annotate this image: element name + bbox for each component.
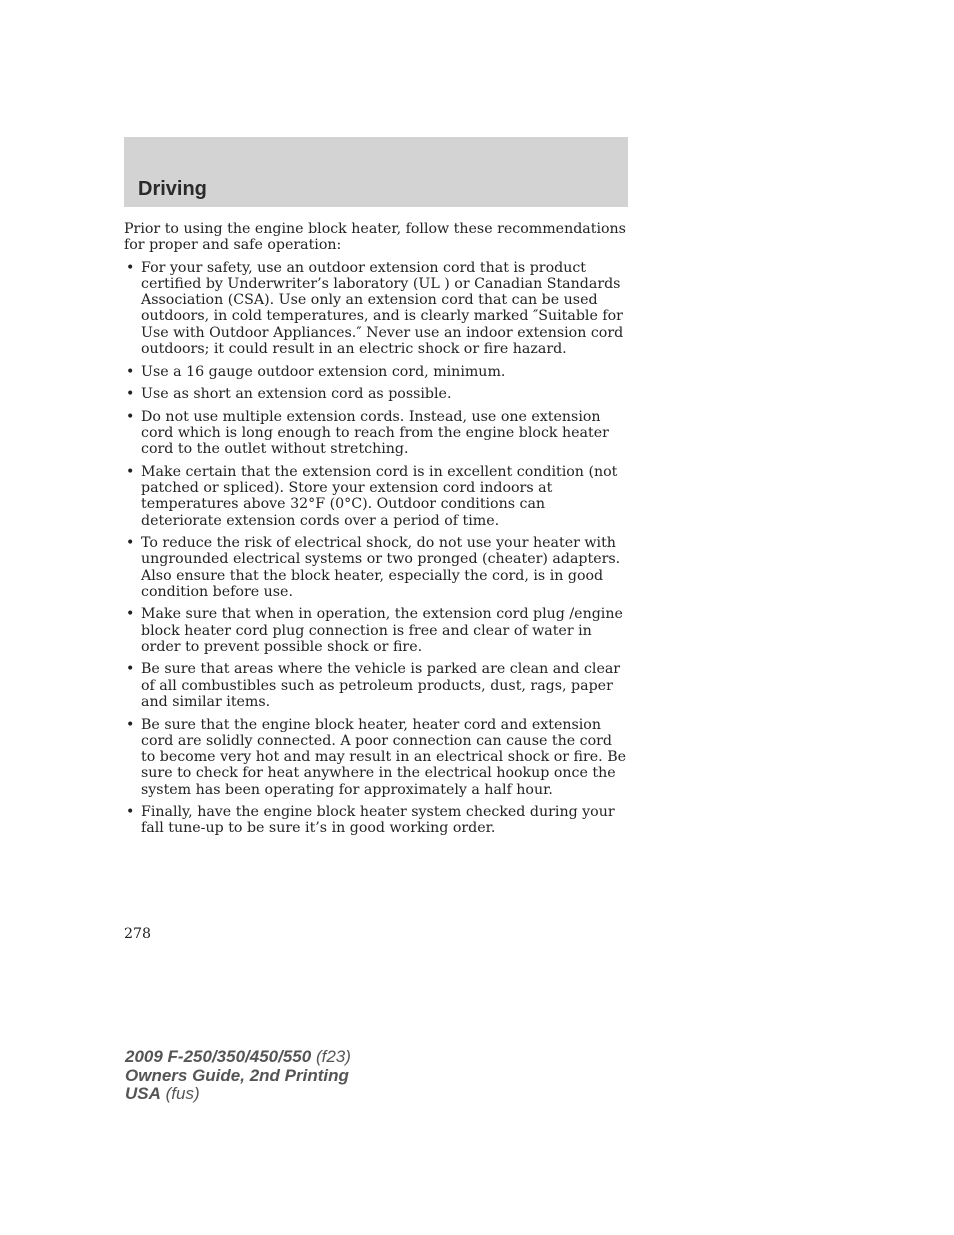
bullet-icon: • [126, 463, 135, 480]
list-item-text: Be sure that areas where the vehicle is parked are clean and clear of all combustibles such as petroleum products, dust, rags, paper and similar items. [141, 661, 621, 711]
list-item-text: Finally, have the engine block heater system checked during your fall tune-up to be sure it’s in good working order. [141, 804, 615, 837]
document-footer [125, 1048, 351, 1104]
list-item-text: Make certain that the extension cord is in excellent condition (not patched or spliced). Store your extension cord indoors at temperatures above 32°F (0°C). Outdoor conditions can deteriorate extension cords over a period of time. [141, 463, 618, 529]
footer-market: USA [125, 1084, 161, 1103]
bullet-icon: • [126, 661, 135, 678]
footer-line-market [125, 1085, 351, 1104]
bullet-icon: • [126, 534, 135, 551]
footer-model: 2009 F-250/350/450/550 [125, 1047, 312, 1066]
bullet-icon: • [126, 259, 135, 276]
list-item-text: Use as short an extension cord as possible. [141, 386, 452, 403]
bullet-icon: • [126, 408, 135, 425]
footer-line-edition: Owners Guide, 2nd Printing [125, 1065, 349, 1085]
footer-market-code: (fus) [165, 1084, 200, 1103]
list-item [124, 364, 630, 380]
bullet-icon: • [126, 363, 135, 380]
footer-line-model [125, 1048, 351, 1067]
list-item [124, 535, 630, 600]
recommendations-list [124, 260, 630, 837]
section-title: Driving [138, 178, 207, 200]
list-item-text: Make sure that when in operation, the extension cord plug /engine block heater cord plug connection is free and clear of water in order to prevent possible shock or fire. [141, 606, 623, 655]
bullet-icon: • [126, 386, 135, 403]
bullet-icon: • [126, 606, 135, 623]
list-item [124, 409, 630, 458]
bullet-icon: • [126, 716, 135, 733]
list-item [124, 464, 630, 529]
page-number: 278 [124, 926, 152, 942]
footer-model-code: (f23) [315, 1047, 351, 1066]
list-item-text: Do not use multiple extension cords. Instead, use one extension cord which is long enough to reach from the engine block heater cord to the outlet without stretching. [141, 408, 609, 458]
bullet-icon: • [126, 804, 135, 821]
list-item-text: To reduce the risk of electrical shock, do not use your heater with ungrounded electrical systems or two pronged (cheater) adapters. Also ensure that the block heater, especially the cord, is in good condition before use. [141, 534, 621, 600]
intro-paragraph: Prior to using the engine block heater, follow these recommendations for proper and safe operation: [124, 221, 626, 254]
list-item [124, 386, 630, 402]
list-item-text: For your safety, use an outdoor extension cord that is product certified by Underwriter’s laboratory (UL ) or Canadian Standards Association (CSA). Use only an extension cord that can be used outdoors, in cold temperatures, and is clearly marked ″Suitable for Use with Outdoor Appliances.″ Never use an indoor extension cord outdoors; it could result in an electric shock or fire hazard. [141, 259, 624, 358]
list-item [124, 717, 630, 798]
list-item-text: Use a 16 gauge outdoor extension cord, minimum. [141, 363, 506, 380]
main-content [124, 221, 630, 843]
list-item [124, 661, 630, 710]
list-item [124, 606, 630, 655]
list-item [124, 804, 630, 837]
list-item [124, 260, 630, 358]
list-item-text: Be sure that the engine block heater, heater cord and extension cord are solidly connected. A poor connection can cause the cord to become very hot and may result in an electrical shock or fire. Be sure to check for heat anywhere in the electrical hookup once the system has been operating for approximately a half hour. [141, 716, 627, 798]
